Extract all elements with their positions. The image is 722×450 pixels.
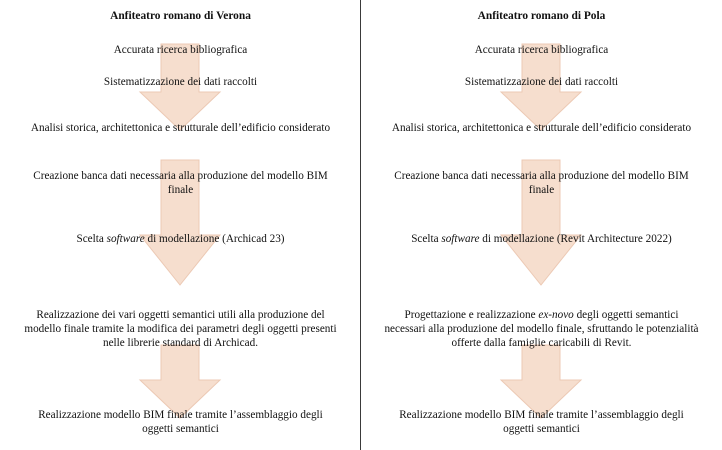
column-title: Anfiteatro romano di Pola — [477, 10, 606, 22]
step-7-line-1: Realizzazione modello BIM finale tramite l’assemblaggio degli — [399, 409, 684, 421]
step-3: Analisi storica, architettonica e strutturale dell’edificio considerato — [391, 122, 692, 134]
step-4-line-1: Creazione banca dati necessaria alla produzione del modello BIM — [394, 170, 689, 182]
step-4-line-2: finale — [528, 184, 555, 196]
step-7-line-2: oggetti semantici — [503, 423, 580, 435]
step-4-line-1: Creazione banca dati necessaria alla produzione del modello BIM — [33, 170, 328, 182]
flow-arrows — [361, 0, 722, 450]
step-3: Analisi storica, architettonica e strutturale dell’edificio considerato — [30, 122, 331, 134]
column-pola — [361, 0, 722, 450]
step-6-line-3: offerte dalla famiglie caricabili di Revit. — [451, 337, 632, 349]
column-title: Anfiteatro romano di Verona — [110, 10, 251, 22]
step-4-line-2: finale — [167, 184, 194, 196]
step-6-line-2: necessari alla produzione del modello finale, sfruttando le potenzialità — [384, 323, 699, 335]
step-1: Accurata ricerca bibliografica — [113, 44, 248, 56]
step-1: Accurata ricerca bibliografica — [474, 44, 609, 56]
step-6-line-2: modello finale tramite la modifica dei parametri degli oggetti presenti — [24, 323, 337, 335]
step-5: Scelta software di modellazione (Revit Architecture 2022) — [411, 233, 672, 245]
step-6-line-1: Realizzazione dei vari oggetti semantici utili alla produzione del — [36, 309, 325, 321]
step-2: Sistematizzazione dei dati raccolti — [103, 76, 258, 88]
step-6-line-3: nelle librerie standard di Archicad. — [102, 337, 258, 349]
step-6-line-1: Progettazione e realizzazione ex-novo degli oggetti semantici — [404, 309, 679, 321]
step-5: Scelta software di modellazione (Archicad 23) — [76, 233, 285, 245]
step-7-line-1: Realizzazione modello BIM finale tramite l’assemblaggio degli — [38, 409, 323, 421]
step-2: Sistematizzazione dei dati raccolti — [464, 76, 619, 88]
step-7-line-2: oggetti semantici — [142, 423, 219, 435]
